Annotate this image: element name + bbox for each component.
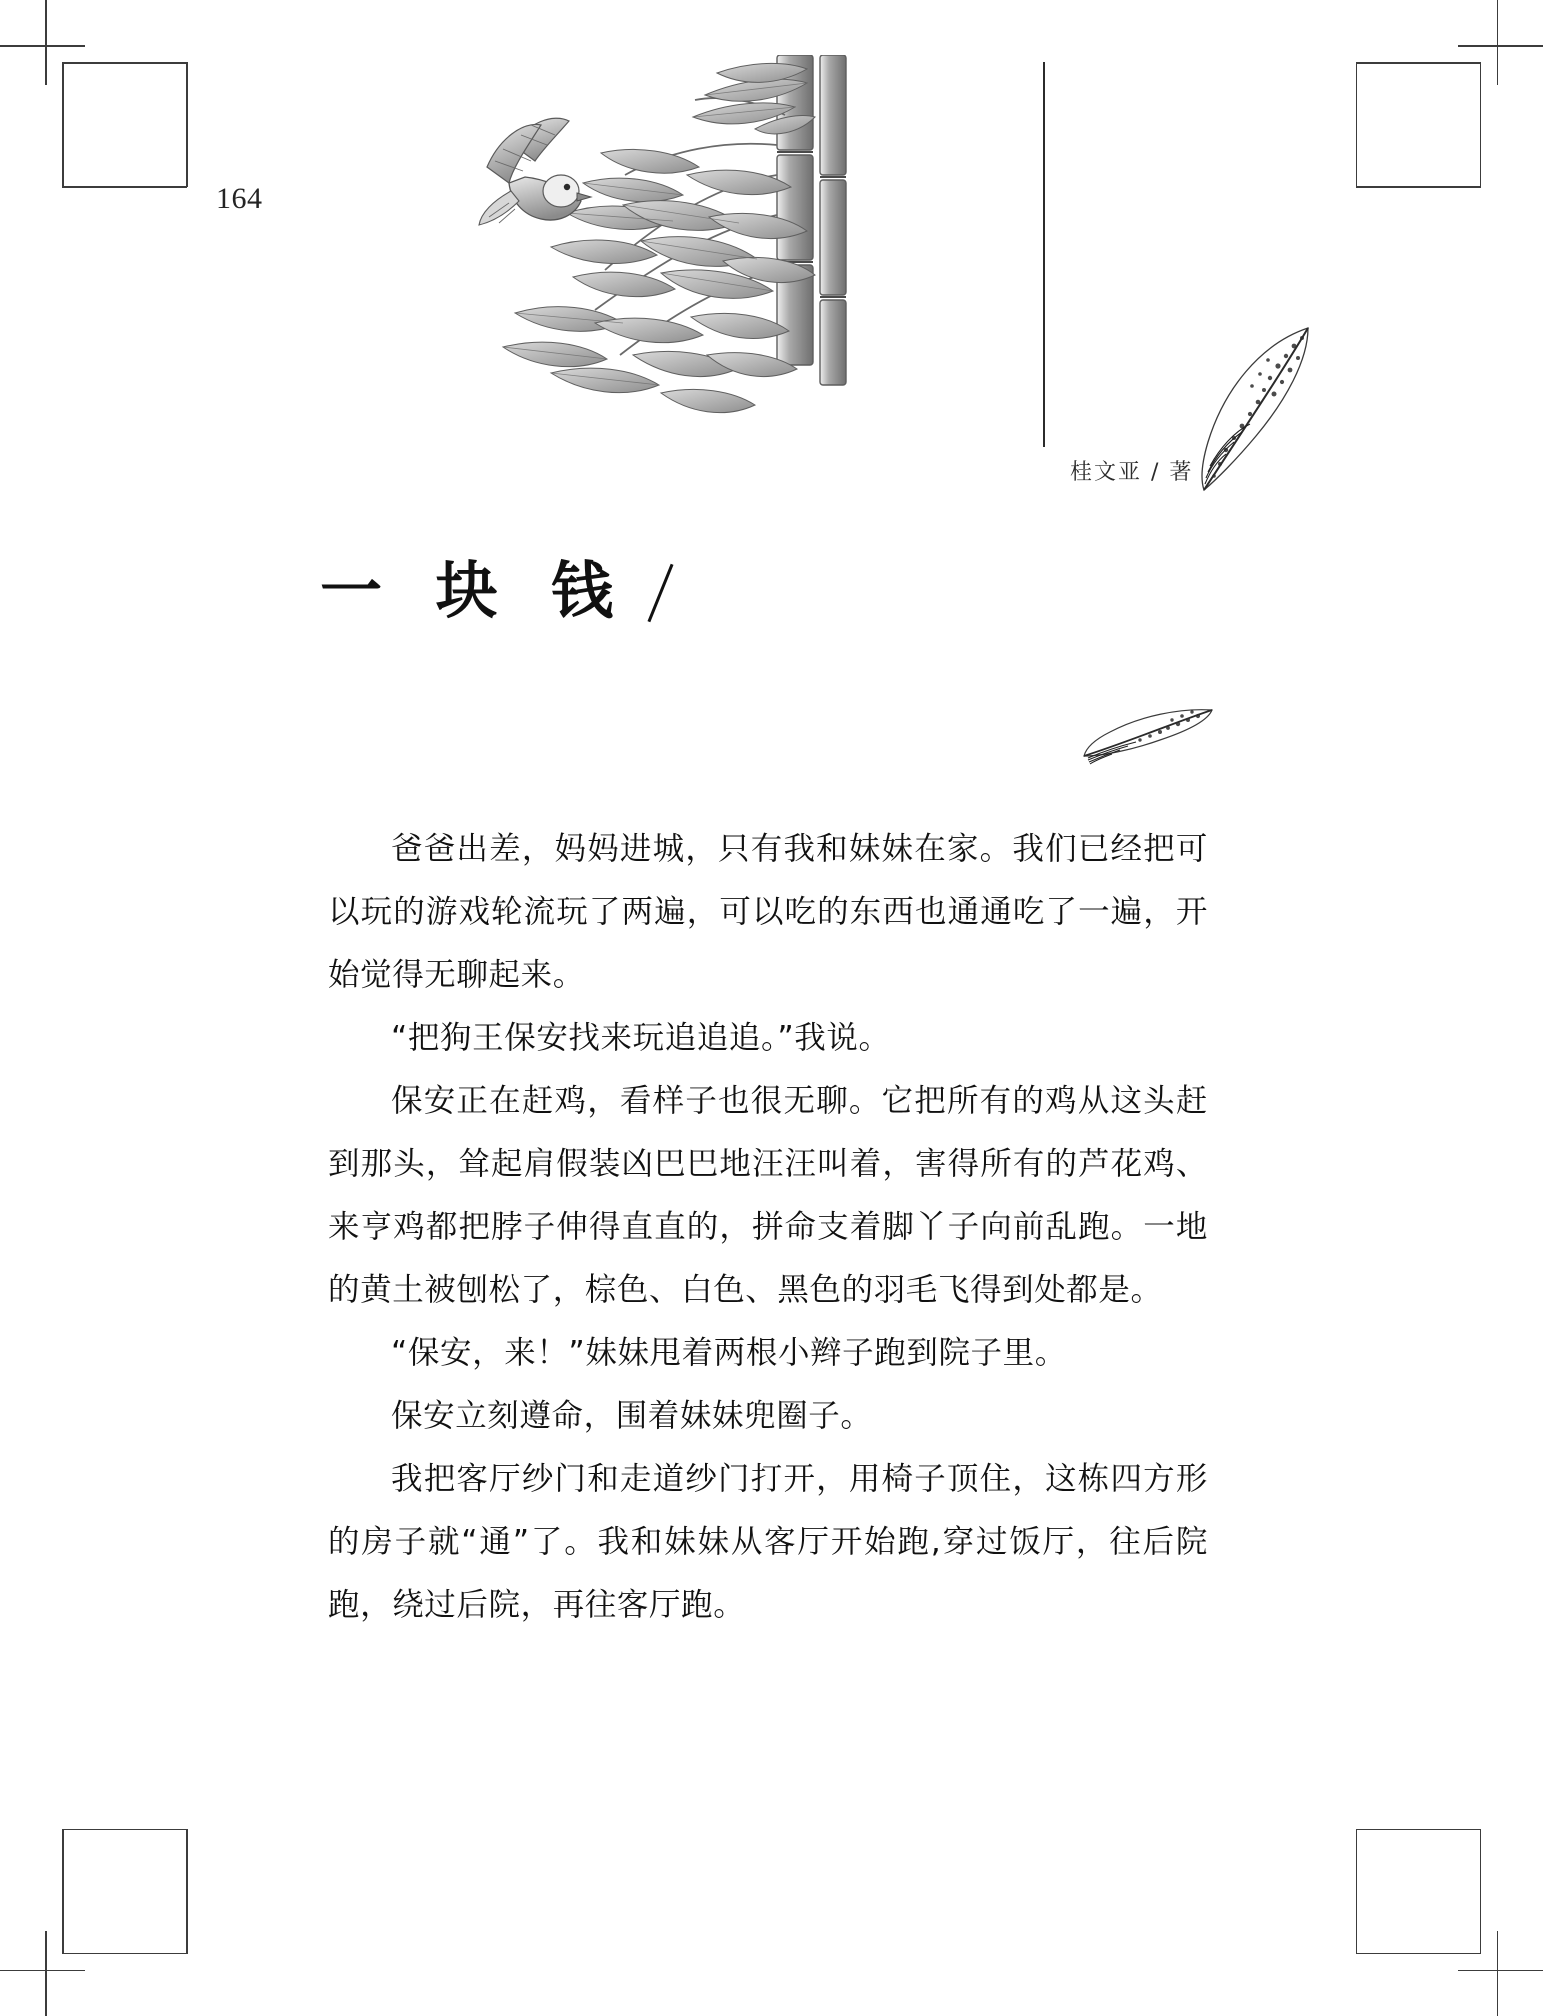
- paragraph: 爸爸出差，妈妈进城，只有我和妹妹在家。我们已经把可以玩的游戏轮流玩了两遍，可以吃的东西也通通吃了一遍，开始觉得无聊起来。: [328, 831, 1208, 993]
- page-number: 164: [216, 182, 263, 215]
- header-vertical-rule: [1043, 62, 1045, 447]
- body-text: [328, 818, 1208, 1637]
- author-credit: 桂文亚 / 著: [1070, 460, 1194, 485]
- feather-ornament-icon: [1190, 320, 1330, 510]
- feather-ornament-small-icon: [1080, 700, 1220, 770]
- bird-and-bamboo-illustration: [455, 55, 1055, 445]
- chapter-title-block: [320, 554, 687, 627]
- title-slash-ornament: [633, 560, 687, 622]
- paragraph: 保安正在赶鸡，看样子也很无聊。它把所有的鸡从这头赶到那头，耸起肩假装凶巴巴地汪汪叫着，害得所有的芦花鸡、来亨鸡都把脖子伸得直直的，拼命支着脚丫子向前乱跑。一地的黄土被刨松了，棕色、白色、黑色的羽毛飞得到处都是。: [328, 1083, 1208, 1308]
- chapter-title: 一 块 钱: [320, 554, 630, 627]
- crop-mark-bottom-left: [0, 1786, 230, 2016]
- paragraph: 我把客厅纱门和走道纱门打开，用椅子顶住，这栋四方形的房子就“通”了。我和妹妹从客厅开始跑,穿过饭厅，往后院跑，绕过后院，再往客厅跑。: [328, 1461, 1208, 1623]
- crop-mark-bottom-right: [1313, 1786, 1543, 2016]
- crop-mark-top-right: [1313, 0, 1543, 230]
- crop-mark-top-left: [0, 0, 230, 230]
- paragraph: “把狗王保安找来玩追追追。”我说。: [391, 1020, 891, 1056]
- paragraph: “保安，来！”妹妹甩着两根小辫子跑到院子里。: [391, 1335, 1067, 1371]
- paragraph: 保安立刻遵命，围着妹妹兜圈子。: [391, 1398, 873, 1434]
